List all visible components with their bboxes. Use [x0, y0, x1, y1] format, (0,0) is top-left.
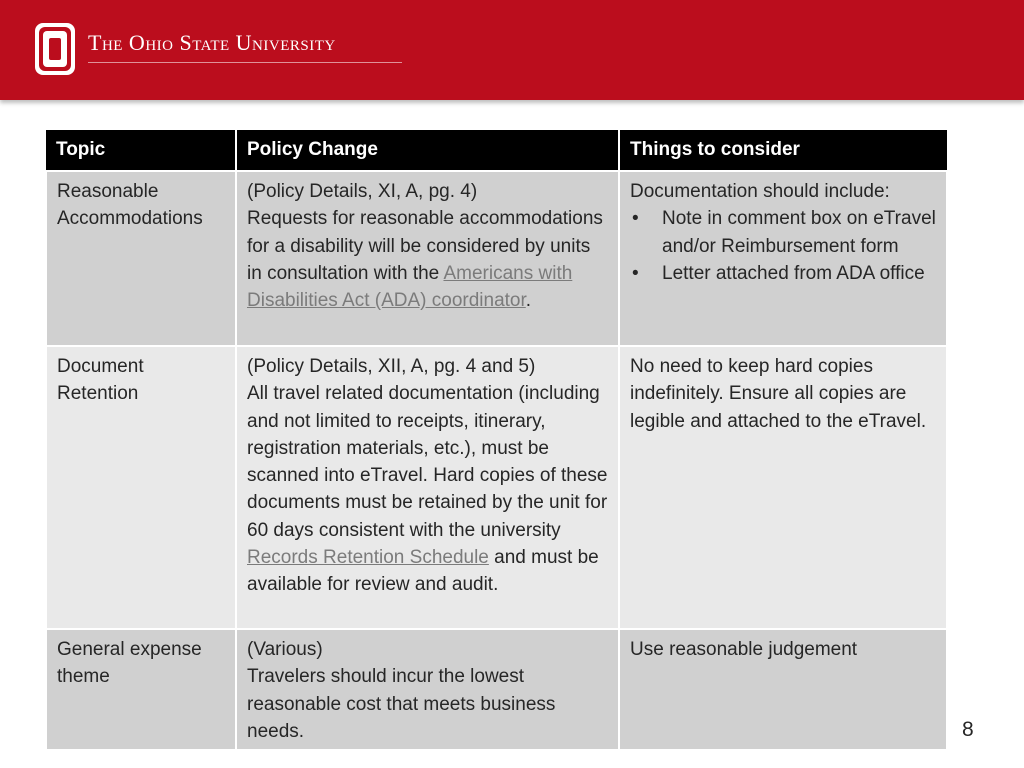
consider-text: Use reasonable judgement: [630, 639, 858, 660]
block-o-logo: [34, 22, 76, 76]
consider-text: No need to keep hard copies indefinitely. Ensure all copies are legible and attached to the eTravel.: [630, 356, 927, 432]
consider-cell: [619, 346, 947, 629]
table-header-row: [46, 130, 947, 171]
policy-cell: [236, 346, 619, 629]
column-header-things-to-consider: Things to consider: [619, 130, 947, 171]
table-row: [46, 629, 947, 750]
policy-table: [45, 130, 948, 751]
policy-reference: (Policy Details, XII, A, pg. 4 and 5): [247, 356, 536, 377]
policy-reference: (Various): [247, 639, 323, 660]
policy-text: Requests for reasonable accommodations for a disability will be considered by units in consultation with the: [247, 208, 603, 284]
table-row: [46, 171, 947, 346]
policy-text-after: .: [525, 290, 532, 312]
topic-cell: [46, 346, 236, 629]
table-row: [46, 346, 947, 629]
policy-text: Travelers should incur the lowest reasonable cost that meets business needs.: [247, 666, 556, 742]
considerations-list: [630, 205, 936, 287]
header-divider: [88, 62, 402, 63]
consider-cell: [619, 629, 947, 750]
topic-cell: [46, 629, 236, 750]
records-retention-link[interactable]: Records Retention Schedule: [247, 547, 489, 569]
policy-text-after: and must be available for review and audit.: [247, 547, 599, 596]
topic-text: Document Retention: [57, 356, 144, 405]
ada-coordinator-link[interactable]: Americans with Disabilities Act (ADA) coordinator: [247, 262, 573, 312]
topic-cell: [46, 171, 236, 346]
consider-cell: [619, 171, 947, 346]
list-item: • Letter attached from ADA office: [630, 260, 936, 287]
university-name: The Ohio State University: [88, 30, 336, 55]
topic-text: General expense theme: [57, 639, 202, 688]
consider-intro: Documentation should include:: [630, 181, 890, 202]
column-header-topic: Topic: [46, 130, 236, 171]
topic-text: Reasonable Accommodations: [57, 181, 203, 230]
policy-text: All travel related documentation (including and not limited to receipts, itinerary, registration materials, etc.), must be scanned into eTravel. Hard copies of these documents must be retained by the unit for 60 days consistent with the university: [247, 383, 608, 541]
policy-reference: (Policy Details, XI, A, pg. 4): [247, 181, 478, 202]
policy-cell: [236, 629, 619, 750]
policy-cell: [236, 171, 619, 346]
column-header-policy-change: Policy Change: [236, 130, 619, 171]
header-bar: [0, 0, 1024, 100]
list-item: • Note in comment box on eTravel and/or Reimbursement form: [630, 205, 936, 260]
page-number: 8: [962, 718, 974, 741]
